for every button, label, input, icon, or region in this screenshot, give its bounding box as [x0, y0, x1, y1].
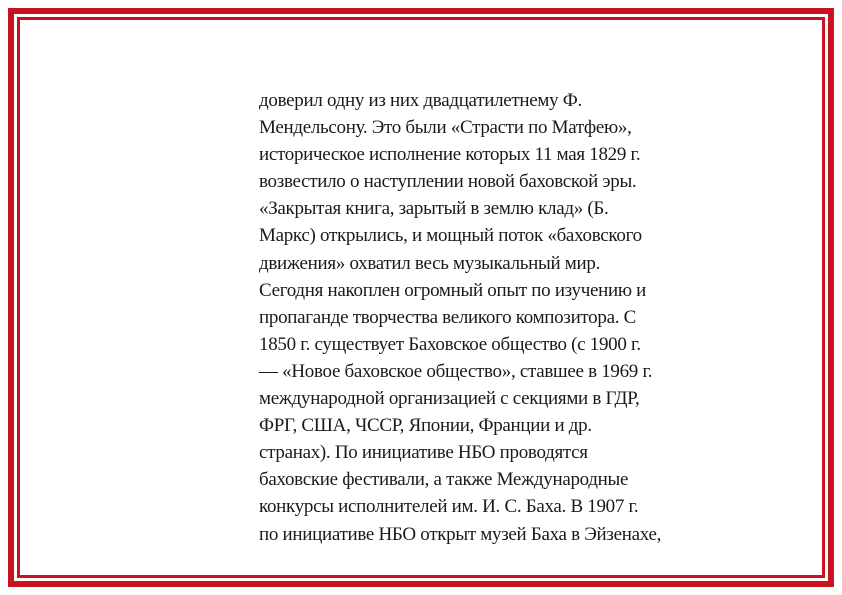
text-line: по инициативе НБО открыт музей Баха в Эйзенахе, [259, 523, 662, 545]
text-line: движения» охватил весь музыкальный мир. [259, 252, 601, 274]
text-line: 1850 г. существует Баховское общество (с 1900 г. [259, 333, 641, 355]
text-line: Маркс) открылись, и мощный поток «баховского [259, 225, 642, 247]
text-line: пропаганде творчества великого композитора. С [259, 306, 636, 328]
text-line: конкурсы исполнителей им. И. С. Баха. В 1907 г. [259, 496, 639, 518]
text-line: «Закрытая книга, зарытый в землю клад» (Б. [259, 198, 609, 220]
text-line: возвестило о наступлении новой баховской эры. [259, 171, 637, 193]
text-line: Мендельсону. Это были «Страсти по Матфею», [259, 117, 632, 139]
slide-text [259, 87, 759, 548]
text-line: — «Новое баховское общество», ставшее в 1969 г. [259, 360, 653, 382]
text-line: Сегодня накоплен огромный опыт по изучению и [259, 279, 647, 301]
text-line: странах). По инициативе НБО проводятся [259, 442, 588, 464]
text-line: международной организацией с секциями в ГДР, [259, 388, 640, 410]
text-line: доверил одну из них двадцатилетнему Ф. [259, 90, 582, 111]
text-line: баховские фестивали, а также Международные [259, 469, 629, 491]
text-line: историческое исполнение которых 11 мая 1829 г. [259, 144, 641, 166]
text-line: ФРГ, США, ЧССР, Японии, Франции и др. [259, 415, 592, 437]
